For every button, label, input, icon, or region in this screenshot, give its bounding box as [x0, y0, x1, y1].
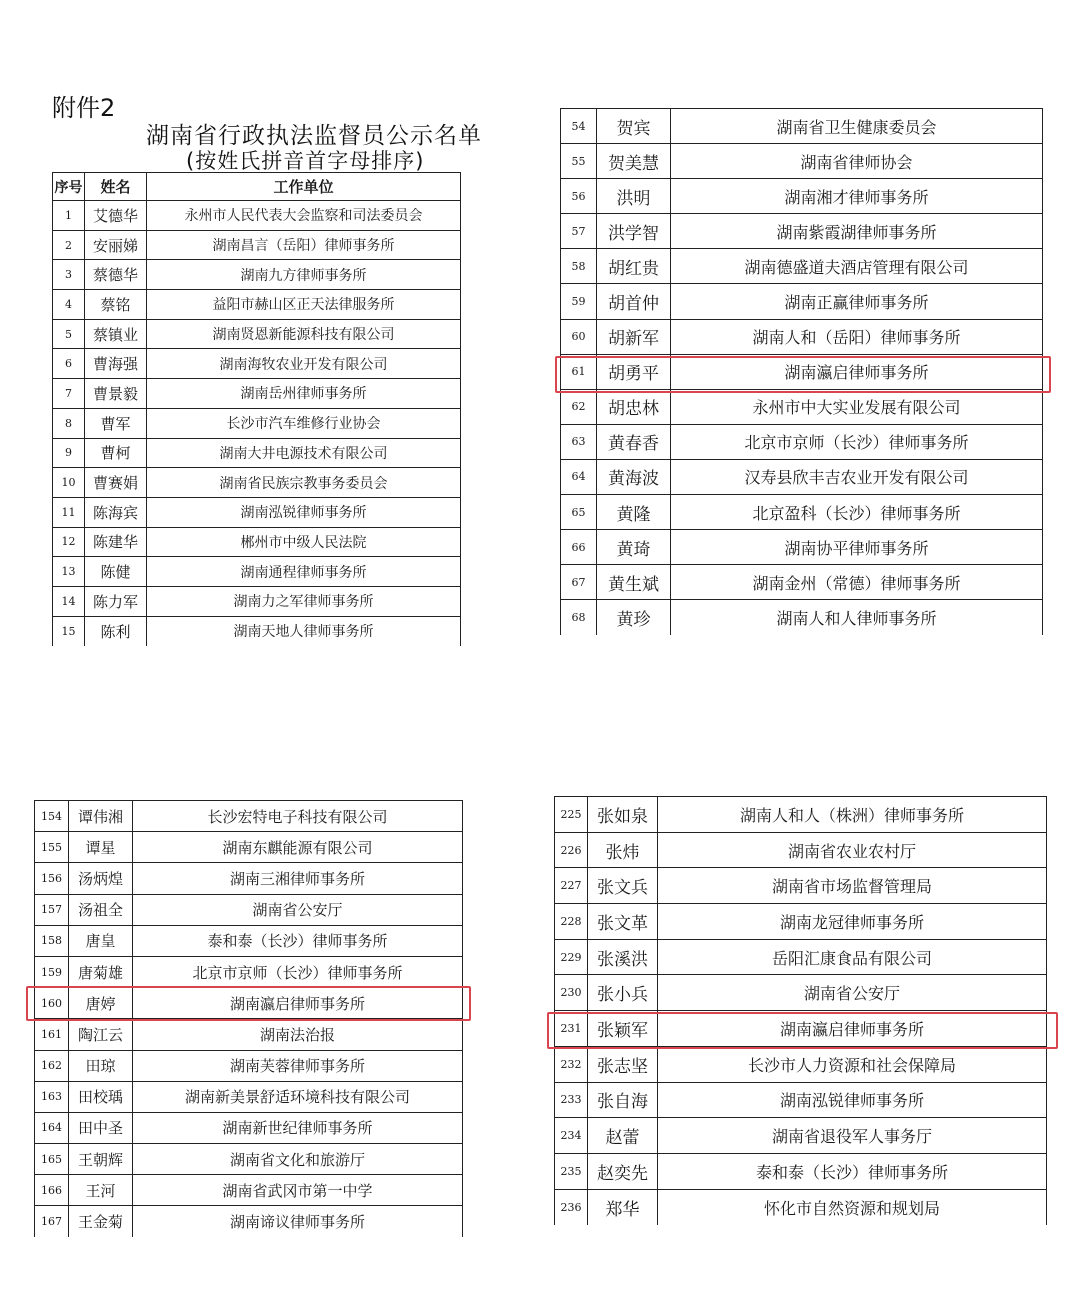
table-row [35, 1112, 463, 1143]
header-unit: 工作单位 [147, 173, 461, 201]
table-row [561, 389, 1043, 424]
row-number: 10 [53, 468, 85, 498]
row-name: 唐婷 [69, 988, 133, 1019]
row-unit: 湖南海牧农业开发有限公司 [147, 349, 461, 379]
row-number: 232 [555, 1046, 588, 1082]
row-number: 162 [35, 1050, 69, 1081]
row-unit: 湖南省公安厅 [133, 894, 463, 925]
row-unit: 永州市中大实业发展有限公司 [671, 389, 1043, 424]
row-unit: 岳阳汇康食品有限公司 [658, 939, 1047, 975]
row-number: 166 [35, 1175, 69, 1206]
row-number: 164 [35, 1112, 69, 1143]
row-unit: 湖南九方律师事务所 [147, 260, 461, 290]
table-row [561, 354, 1043, 389]
table-row [53, 586, 461, 616]
row-number: 235 [555, 1153, 588, 1189]
row-name: 谭伟湘 [69, 801, 133, 832]
row-number: 60 [561, 319, 597, 354]
row-number: 236 [555, 1189, 588, 1225]
table-row [555, 904, 1047, 940]
document-subtitle: (按姓氏拼音首字母排序) [186, 149, 425, 173]
row-name: 黄春香 [597, 424, 671, 459]
row-name: 田校瑀 [69, 1081, 133, 1112]
row-name: 张文革 [588, 904, 658, 940]
row-name: 曹海强 [85, 349, 147, 379]
table-row [555, 797, 1047, 833]
row-number: 4 [53, 290, 85, 320]
row-number: 1 [53, 201, 85, 231]
row-name: 郑华 [588, 1189, 658, 1225]
row-number: 233 [555, 1082, 588, 1118]
row-unit: 湖南东麒能源有限公司 [133, 832, 463, 863]
list-table-page-1 [52, 172, 461, 646]
row-name: 曹柯 [85, 438, 147, 468]
row-unit: 湖南省民族宗教事务委员会 [147, 468, 461, 498]
row-number: 11 [53, 497, 85, 527]
table-row [555, 1082, 1047, 1118]
row-number: 5 [53, 319, 85, 349]
table-row [561, 530, 1043, 565]
row-name: 贺宾 [597, 109, 671, 144]
table-row [53, 349, 461, 379]
row-unit: 湖南省退役军人事务厅 [658, 1118, 1047, 1154]
row-name: 赵奕先 [588, 1153, 658, 1189]
table-row [53, 468, 461, 498]
row-number: 58 [561, 249, 597, 284]
table-row [555, 832, 1047, 868]
row-number: 7 [53, 379, 85, 409]
table-row [561, 284, 1043, 319]
row-name: 张溪洪 [588, 939, 658, 975]
row-name: 张炜 [588, 832, 658, 868]
row-number: 165 [35, 1144, 69, 1175]
row-unit: 湖南龙冠律师事务所 [658, 904, 1047, 940]
table-row [555, 1118, 1047, 1154]
row-unit: 湖南人和（岳阳）律师事务所 [671, 319, 1043, 354]
row-number: 230 [555, 975, 588, 1011]
table-row [561, 495, 1043, 530]
row-name: 胡首仲 [597, 284, 671, 319]
row-unit: 湖南天地人律师事务所 [147, 616, 461, 646]
row-number: 56 [561, 179, 597, 214]
table-row [53, 201, 461, 231]
row-unit: 永州市人民代表大会监察和司法委员会 [147, 201, 461, 231]
row-name: 张如泉 [588, 797, 658, 833]
row-number: 66 [561, 530, 597, 565]
table-row [53, 290, 461, 320]
row-name: 陈利 [85, 616, 147, 646]
table-row [35, 1206, 463, 1237]
row-unit: 湖南力之军律师事务所 [147, 586, 461, 616]
row-number: 55 [561, 144, 597, 179]
document-title: 湖南省行政执法监督员公示名单 [146, 123, 482, 149]
table-row [555, 1011, 1047, 1047]
row-number: 15 [53, 616, 85, 646]
table-row [53, 230, 461, 260]
row-name: 王朝辉 [69, 1144, 133, 1175]
row-number: 160 [35, 988, 69, 1019]
row-number: 13 [53, 557, 85, 587]
row-unit: 湖南三湘律师事务所 [133, 863, 463, 894]
row-unit: 湖南瀛启律师事务所 [671, 354, 1043, 389]
row-name: 曹赛娟 [85, 468, 147, 498]
row-number: 155 [35, 832, 69, 863]
row-number: 57 [561, 214, 597, 249]
row-unit: 湖南贤恩新能源科技有限公司 [147, 319, 461, 349]
table-row [53, 260, 461, 290]
table-row [555, 868, 1047, 904]
row-name: 张自海 [588, 1082, 658, 1118]
table-row [561, 565, 1043, 600]
table-row [555, 939, 1047, 975]
row-name: 胡红贵 [597, 249, 671, 284]
table-row [35, 1081, 463, 1112]
row-unit: 汉寿县欣丰吉农业开发有限公司 [671, 459, 1043, 494]
row-number: 14 [53, 586, 85, 616]
row-name: 安丽娣 [85, 230, 147, 260]
row-name: 陈力军 [85, 586, 147, 616]
row-unit: 湖南通程律师事务所 [147, 557, 461, 587]
row-unit: 湖南协平律师事务所 [671, 530, 1043, 565]
row-unit: 湖南省农业农村厅 [658, 832, 1047, 868]
attachment-label: 附件2 [52, 94, 116, 122]
row-unit: 郴州市中级人民法院 [147, 527, 461, 557]
row-number: 64 [561, 459, 597, 494]
list-table-page-2 [560, 108, 1043, 635]
table-row [561, 214, 1043, 249]
table-row [35, 1144, 463, 1175]
row-name: 贺美慧 [597, 144, 671, 179]
row-unit: 湖南省文化和旅游厅 [133, 1144, 463, 1175]
table-row [555, 1046, 1047, 1082]
row-number: 61 [561, 354, 597, 389]
row-number: 8 [53, 408, 85, 438]
table-row [35, 832, 463, 863]
table-row [35, 863, 463, 894]
list-table-page-4 [554, 796, 1047, 1225]
row-name: 洪学智 [597, 214, 671, 249]
list-table-page-3 [34, 800, 463, 1237]
row-number: 167 [35, 1206, 69, 1237]
table-row [35, 894, 463, 925]
table-row [35, 1050, 463, 1081]
row-unit: 湖南德盛道夫酒店管理有限公司 [671, 249, 1043, 284]
row-unit: 湖南谛议律师事务所 [133, 1206, 463, 1237]
table-row [53, 557, 461, 587]
row-name: 黄琦 [597, 530, 671, 565]
row-unit: 湖南新世纪律师事务所 [133, 1112, 463, 1143]
row-name: 张文兵 [588, 868, 658, 904]
row-unit: 湖南法治报 [133, 1019, 463, 1050]
row-name: 田中圣 [69, 1112, 133, 1143]
row-unit: 长沙市人力资源和社会保障局 [658, 1046, 1047, 1082]
row-number: 154 [35, 801, 69, 832]
table-row [561, 600, 1043, 635]
table-row [561, 249, 1043, 284]
row-number: 59 [561, 284, 597, 319]
table-row [561, 109, 1043, 144]
row-name: 蔡铭 [85, 290, 147, 320]
row-name: 蔡德华 [85, 260, 147, 290]
row-unit: 泰和泰（长沙）律师事务所 [658, 1153, 1047, 1189]
row-unit: 怀化市自然资源和规划局 [658, 1189, 1047, 1225]
row-number: 159 [35, 956, 69, 987]
table-row [53, 319, 461, 349]
row-name: 唐菊雄 [69, 956, 133, 987]
row-number: 226 [555, 832, 588, 868]
row-number: 12 [53, 527, 85, 557]
table-row [35, 988, 463, 1019]
row-unit: 益阳市赫山区正天法律服务所 [147, 290, 461, 320]
row-number: 68 [561, 600, 597, 635]
row-unit: 北京市京师（长沙）律师事务所 [671, 424, 1043, 459]
row-name: 王金菊 [69, 1206, 133, 1237]
row-number: 62 [561, 389, 597, 424]
table-row [35, 1175, 463, 1206]
row-number: 63 [561, 424, 597, 459]
table-row [561, 144, 1043, 179]
row-unit: 湖南泓锐律师事务所 [658, 1082, 1047, 1118]
row-name: 艾德华 [85, 201, 147, 231]
row-unit: 湖南金州（常德）律师事务所 [671, 565, 1043, 600]
row-name: 汤祖全 [69, 894, 133, 925]
row-name: 胡忠林 [597, 389, 671, 424]
row-unit: 湖南大井电源技术有限公司 [147, 438, 461, 468]
table-row [561, 319, 1043, 354]
row-number: 163 [35, 1081, 69, 1112]
row-name: 蔡镇业 [85, 319, 147, 349]
row-unit: 泰和泰（长沙）律师事务所 [133, 925, 463, 956]
row-name: 陈海宾 [85, 497, 147, 527]
table-row [53, 408, 461, 438]
row-number: 229 [555, 939, 588, 975]
row-unit: 长沙宏特电子科技有限公司 [133, 801, 463, 832]
row-unit: 湖南省卫生健康委员会 [671, 109, 1043, 144]
row-name: 张志坚 [588, 1046, 658, 1082]
row-unit: 湖南瀛启律师事务所 [133, 988, 463, 1019]
table-row [561, 424, 1043, 459]
row-name: 张颖军 [588, 1011, 658, 1047]
row-name: 洪明 [597, 179, 671, 214]
row-unit: 湖南省公安厅 [658, 975, 1047, 1011]
row-name: 胡勇平 [597, 354, 671, 389]
table-row [35, 801, 463, 832]
row-number: 228 [555, 904, 588, 940]
row-name: 胡新军 [597, 319, 671, 354]
row-unit: 湖南昌言（岳阳）律师事务所 [147, 230, 461, 260]
row-unit: 长沙市汽车维修行业协会 [147, 408, 461, 438]
row-unit: 湖南芙蓉律师事务所 [133, 1050, 463, 1081]
row-number: 9 [53, 438, 85, 468]
table-row [53, 438, 461, 468]
row-name: 曹军 [85, 408, 147, 438]
row-number: 158 [35, 925, 69, 956]
table-row [555, 1153, 1047, 1189]
row-name: 曹景毅 [85, 379, 147, 409]
row-number: 157 [35, 894, 69, 925]
row-name: 黄海波 [597, 459, 671, 494]
row-number: 161 [35, 1019, 69, 1050]
table-header-row [53, 173, 461, 201]
table-row [35, 1019, 463, 1050]
table-row [555, 975, 1047, 1011]
table-row [35, 925, 463, 956]
row-name: 田琼 [69, 1050, 133, 1081]
row-unit: 湖南瀛启律师事务所 [658, 1011, 1047, 1047]
row-unit: 湖南省武冈市第一中学 [133, 1175, 463, 1206]
table-row [53, 527, 461, 557]
row-number: 225 [555, 797, 588, 833]
row-number: 54 [561, 109, 597, 144]
row-number: 65 [561, 495, 597, 530]
header-no: 序号 [53, 173, 85, 201]
row-name: 张小兵 [588, 975, 658, 1011]
row-unit: 湖南岳州律师事务所 [147, 379, 461, 409]
table-row [53, 616, 461, 646]
row-unit: 湖南人和人律师事务所 [671, 600, 1043, 635]
row-name: 黄隆 [597, 495, 671, 530]
row-name: 黄生斌 [597, 565, 671, 600]
row-unit: 湖南湘才律师事务所 [671, 179, 1043, 214]
row-unit: 湖南省律师协会 [671, 144, 1043, 179]
table-row [561, 179, 1043, 214]
table-row [35, 956, 463, 987]
table-row [561, 459, 1043, 494]
row-name: 陈健 [85, 557, 147, 587]
row-number: 67 [561, 565, 597, 600]
row-number: 227 [555, 868, 588, 904]
row-number: 6 [53, 349, 85, 379]
header-name: 姓名 [85, 173, 147, 201]
row-number: 156 [35, 863, 69, 894]
row-number: 3 [53, 260, 85, 290]
row-name: 王河 [69, 1175, 133, 1206]
table-row [53, 497, 461, 527]
row-unit: 湖南正赢律师事务所 [671, 284, 1043, 319]
row-name: 汤炳煌 [69, 863, 133, 894]
row-number: 234 [555, 1118, 588, 1154]
row-name: 陈建华 [85, 527, 147, 557]
row-number: 2 [53, 230, 85, 260]
row-unit: 北京盈科（长沙）律师事务所 [671, 495, 1043, 530]
row-name: 陶江云 [69, 1019, 133, 1050]
row-unit: 湖南泓锐律师事务所 [147, 497, 461, 527]
row-name: 黄珍 [597, 600, 671, 635]
table-row [555, 1189, 1047, 1225]
row-number: 231 [555, 1011, 588, 1047]
table-row [53, 379, 461, 409]
row-unit: 湖南紫霞湖律师事务所 [671, 214, 1043, 249]
row-unit: 北京市京师（长沙）律师事务所 [133, 956, 463, 987]
row-unit: 湖南人和人（株洲）律师事务所 [658, 797, 1047, 833]
row-name: 赵蕾 [588, 1118, 658, 1154]
row-name: 唐皇 [69, 925, 133, 956]
row-unit: 湖南省市场监督管理局 [658, 868, 1047, 904]
row-name: 谭星 [69, 832, 133, 863]
row-unit: 湖南新美景舒适环境科技有限公司 [133, 1081, 463, 1112]
